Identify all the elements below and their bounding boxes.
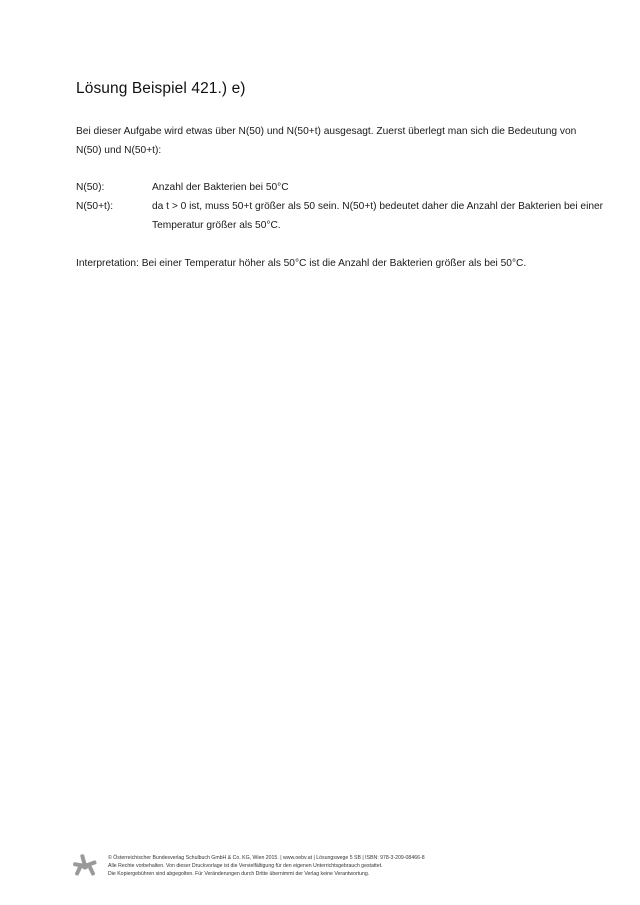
footer-text (108, 854, 425, 878)
footer-rights-line: Alle Rechte vorbehalten. Von dieser Druckvorlage ist die Vervielfältigung für den eigenen Unterrichtsgebrauch gestattet. (108, 863, 383, 869)
intro-paragraph: Bei dieser Aufgabe wird etwas über N(50) und N(50+t) ausgesagt. Zuerst überlegt man sich die Bedeutung von N(50) und N(50+t): (76, 126, 577, 156)
definition-term: N(50): (76, 182, 105, 193)
definition-description: da t > 0 ist, muss 50+t größer als 50 sein. N(50+t) bedeutet daher die Anzahl der Bakterien bei einer Temperatur größer als 50°C. (152, 201, 604, 231)
definition-row (76, 197, 606, 235)
page-title: Lösung Beispiel 421.) e) (76, 80, 246, 97)
publisher-logo-icon (72, 853, 98, 879)
definition-row (76, 178, 606, 197)
page-footer (72, 851, 592, 881)
footer-copyright-line: © Österreichischer Bundesverlag Schulbuch GmbH & Co. KG, Wien 2015. | www.oebv.at | Lösungswege 5 SB | ISBN: 978-3-209-08466-8 (108, 855, 425, 861)
footer-disclaimer-line: Die Kopiergebühren sind abgegolten. Für Veränderungen durch Dritte übernimmt der Verlag keine Verantwortung. (108, 871, 370, 877)
definition-description: Anzahl der Bakterien bei 50°C (152, 182, 289, 193)
interpretation-paragraph: Interpretation: Bei einer Temperatur höher als 50°C ist die Anzahl der Bakterien größer als bei 50°C. (76, 258, 527, 269)
definition-term: N(50+t): (76, 201, 114, 212)
definition-list (76, 178, 606, 235)
